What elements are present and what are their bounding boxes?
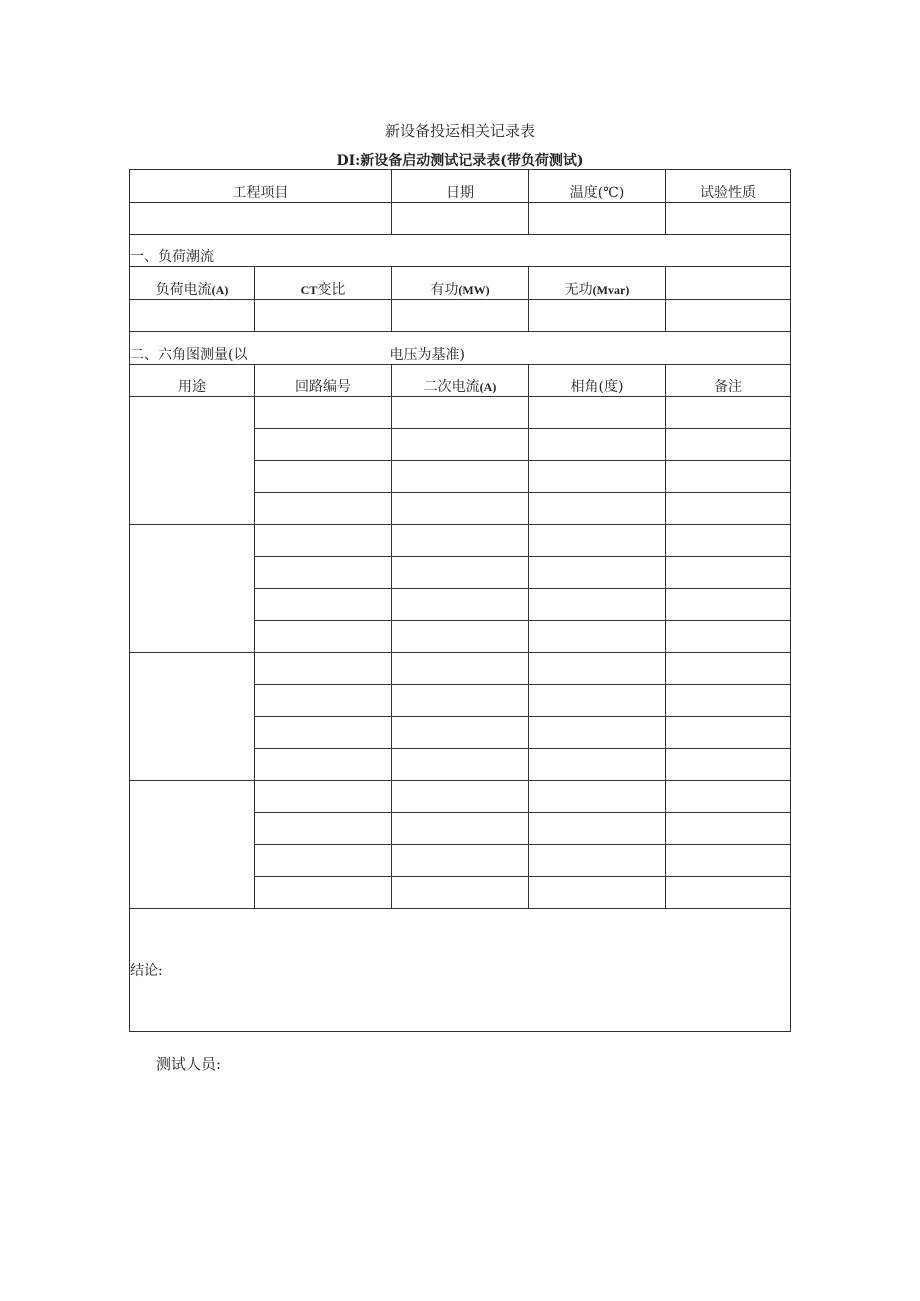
current-cell[interactable] [392, 717, 529, 749]
conclusion-label: 结论: [130, 963, 163, 979]
remark-cell[interactable] [666, 749, 791, 781]
ct-ratio-cell[interactable] [255, 300, 392, 332]
conclusion-cell[interactable] [130, 909, 791, 1032]
current-cell[interactable] [392, 525, 529, 557]
angle-cell[interactable] [529, 877, 666, 909]
angle-cell[interactable] [529, 525, 666, 557]
circuit-cell[interactable] [255, 461, 392, 493]
table-row [130, 653, 791, 685]
reactive-power-header: 无功(Mvar) [529, 267, 666, 300]
circuit-cell[interactable] [255, 717, 392, 749]
circuit-number-header: 回路编号 [255, 365, 392, 397]
usage-cell[interactable] [130, 781, 255, 909]
circuit-cell[interactable] [255, 493, 392, 525]
load-current-cell[interactable] [130, 300, 255, 332]
circuit-cell[interactable] [255, 589, 392, 621]
usage-cell[interactable] [130, 653, 255, 781]
current-cell[interactable] [392, 621, 529, 653]
tester-label: 测试人员: [156, 1055, 222, 1073]
active-power-cell[interactable] [392, 300, 529, 332]
current-cell[interactable] [392, 397, 529, 429]
current-cell[interactable] [392, 429, 529, 461]
active-power-header: 有功(MW) [392, 267, 529, 300]
remark-cell[interactable] [666, 429, 791, 461]
section1-blank-cell[interactable] [666, 300, 791, 332]
section1-blank-header [666, 267, 791, 300]
section1-title: 一、负荷潮流 [130, 235, 791, 267]
remarks-header: 备注 [666, 365, 791, 397]
current-cell[interactable] [392, 877, 529, 909]
angle-cell[interactable] [529, 397, 666, 429]
remark-cell[interactable] [666, 781, 791, 813]
circuit-cell[interactable] [255, 685, 392, 717]
project-cell[interactable] [130, 203, 392, 235]
secondary-current-header: 二次电流(A) [392, 365, 529, 397]
current-cell[interactable] [392, 685, 529, 717]
current-cell[interactable] [392, 845, 529, 877]
remark-cell[interactable] [666, 653, 791, 685]
remark-cell[interactable] [666, 877, 791, 909]
remark-cell[interactable] [666, 621, 791, 653]
load-current-header: 负荷电流(A) [130, 267, 255, 300]
current-cell[interactable] [392, 749, 529, 781]
circuit-cell[interactable] [255, 397, 392, 429]
test-nature-cell[interactable] [666, 203, 791, 235]
header-value-row [130, 203, 791, 235]
angle-cell[interactable] [529, 717, 666, 749]
remark-cell[interactable] [666, 685, 791, 717]
angle-cell[interactable] [529, 621, 666, 653]
table-title: DI:新设备启动测试记录表(带负荷测试) [336, 153, 584, 169]
angle-cell[interactable] [529, 781, 666, 813]
remark-cell[interactable] [666, 397, 791, 429]
current-cell[interactable] [392, 813, 529, 845]
section2-header-row [130, 365, 791, 397]
angle-cell[interactable] [529, 749, 666, 781]
angle-cell[interactable] [529, 557, 666, 589]
angle-cell[interactable] [529, 429, 666, 461]
remark-cell[interactable] [666, 525, 791, 557]
angle-cell[interactable] [529, 653, 666, 685]
current-cell[interactable] [392, 589, 529, 621]
remark-cell[interactable] [666, 461, 791, 493]
current-cell[interactable] [392, 781, 529, 813]
temperature-header: 温度(℃) [529, 170, 666, 203]
angle-cell[interactable] [529, 589, 666, 621]
circuit-cell[interactable] [255, 653, 392, 685]
page-title: 新设备投运相关记录表 [384, 122, 535, 140]
circuit-cell[interactable] [255, 781, 392, 813]
record-table [129, 169, 791, 1032]
angle-cell[interactable] [529, 845, 666, 877]
remark-cell[interactable] [666, 813, 791, 845]
angle-cell[interactable] [529, 685, 666, 717]
remark-cell[interactable] [666, 845, 791, 877]
header-row [130, 170, 791, 203]
remark-cell[interactable] [666, 589, 791, 621]
table-row [130, 397, 791, 429]
circuit-cell[interactable] [255, 813, 392, 845]
angle-cell[interactable] [529, 461, 666, 493]
ct-ratio-header: CT变比 [255, 267, 392, 300]
angle-cell[interactable] [529, 813, 666, 845]
usage-header: 用途 [130, 365, 255, 397]
angle-cell[interactable] [529, 493, 666, 525]
section2-title: 二、六角图测量(以 电压为基准) [130, 332, 791, 365]
conclusion-row [130, 909, 791, 1032]
circuit-cell[interactable] [255, 877, 392, 909]
section1-row [130, 235, 791, 267]
date-header: 日期 [392, 170, 529, 203]
project-header: 工程项目 [130, 170, 392, 203]
test-nature-header: 试验性质 [666, 170, 791, 203]
circuit-cell[interactable] [255, 845, 392, 877]
temperature-cell[interactable] [529, 203, 666, 235]
section1-value-row [130, 300, 791, 332]
date-cell[interactable] [392, 203, 529, 235]
section1-header-row [130, 267, 791, 300]
table-row [130, 781, 791, 813]
remark-cell[interactable] [666, 493, 791, 525]
usage-cell[interactable] [130, 525, 255, 653]
remark-cell[interactable] [666, 557, 791, 589]
reactive-power-cell[interactable] [529, 300, 666, 332]
circuit-cell[interactable] [255, 557, 392, 589]
current-cell[interactable] [392, 461, 529, 493]
current-cell[interactable] [392, 493, 529, 525]
usage-cell[interactable] [130, 397, 255, 525]
remark-cell[interactable] [666, 717, 791, 749]
section2-row [130, 332, 791, 365]
circuit-cell[interactable] [255, 429, 392, 461]
current-cell[interactable] [392, 653, 529, 685]
circuit-cell[interactable] [255, 749, 392, 781]
circuit-cell[interactable] [255, 621, 392, 653]
phase-angle-header: 相角(度) [529, 365, 666, 397]
current-cell[interactable] [392, 557, 529, 589]
table-row [130, 525, 791, 557]
circuit-cell[interactable] [255, 525, 392, 557]
